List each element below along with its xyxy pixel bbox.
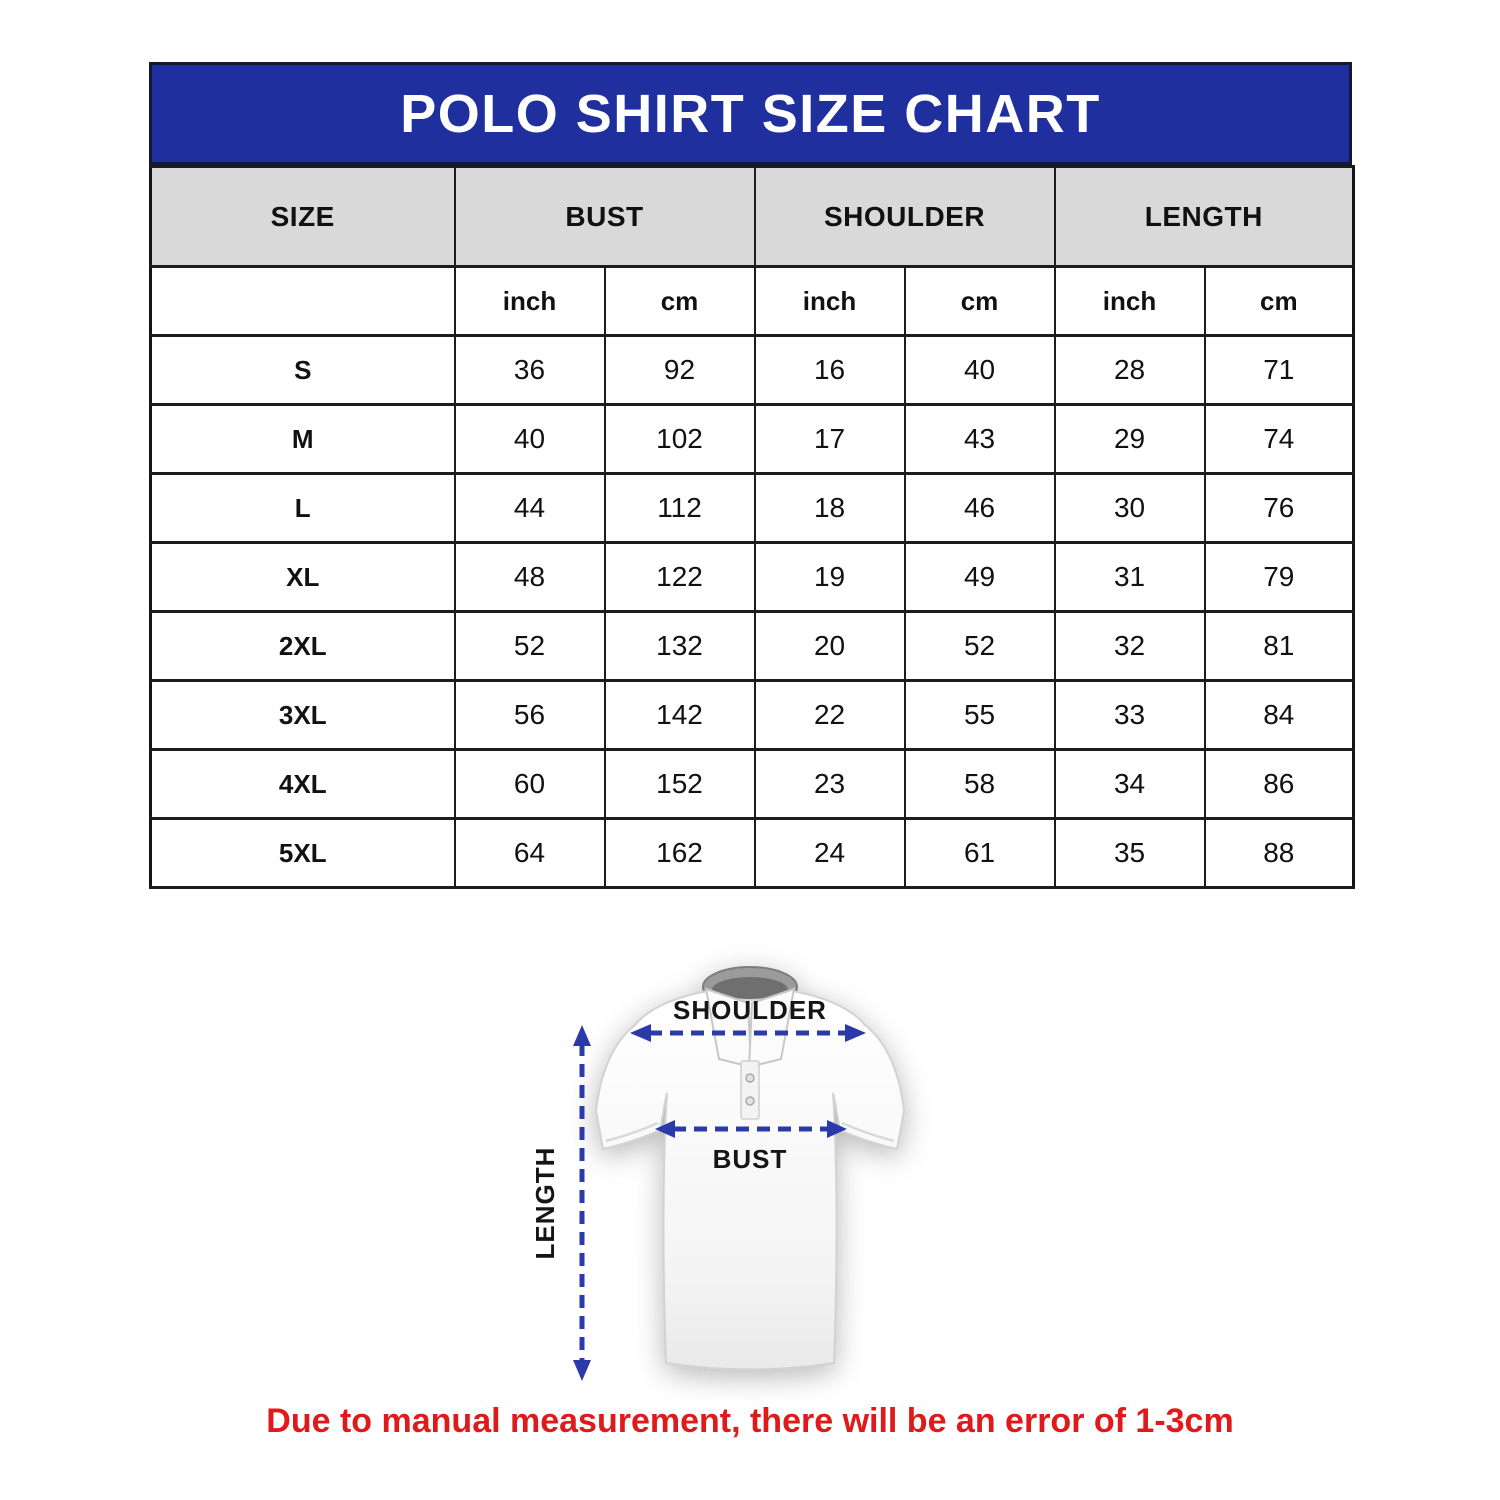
table-row xyxy=(151,681,1354,750)
value-cell: 40 xyxy=(905,336,1055,405)
measurement-diagram xyxy=(470,935,1030,1400)
value-cell: 32 xyxy=(1055,612,1205,681)
unit-cell: cm xyxy=(1205,267,1354,336)
value-cell: 52 xyxy=(905,612,1055,681)
value-cell: 28 xyxy=(1055,336,1205,405)
value-cell: 29 xyxy=(1055,405,1205,474)
unit-cell: cm xyxy=(605,267,755,336)
measurement-disclaimer: Due to manual measurement, there will be an error of 1-3cm xyxy=(266,1402,1234,1440)
page-title: POLO SHIRT SIZE CHART xyxy=(400,83,1101,144)
value-cell: 30 xyxy=(1055,474,1205,543)
unit-cell: inch xyxy=(455,267,605,336)
size-label: S xyxy=(151,336,455,405)
value-cell: 76 xyxy=(1205,474,1354,543)
size-label: 2XL xyxy=(151,612,455,681)
value-cell: 79 xyxy=(1205,543,1354,612)
value-cell: 112 xyxy=(605,474,755,543)
value-cell: 19 xyxy=(755,543,905,612)
value-cell: 18 xyxy=(755,474,905,543)
value-cell: 49 xyxy=(905,543,1055,612)
size-label: XL xyxy=(151,543,455,612)
length-measure-arrow xyxy=(573,1025,591,1381)
value-cell: 152 xyxy=(605,750,755,819)
value-cell: 33 xyxy=(1055,681,1205,750)
value-cell: 34 xyxy=(1055,750,1205,819)
value-cell: 40 xyxy=(455,405,605,474)
column-header-length: LENGTH xyxy=(1055,167,1354,267)
value-cell: 48 xyxy=(455,543,605,612)
value-cell: 23 xyxy=(755,750,905,819)
title-banner xyxy=(149,62,1352,165)
value-cell: 31 xyxy=(1055,543,1205,612)
size-label: 3XL xyxy=(151,681,455,750)
shoulder-label: SHOULDER xyxy=(673,995,827,1025)
column-header-shoulder: SHOULDER xyxy=(755,167,1055,267)
value-cell: 88 xyxy=(1205,819,1354,888)
value-cell: 44 xyxy=(455,474,605,543)
table-row xyxy=(151,543,1354,612)
size-chart-table xyxy=(149,165,1355,889)
column-header-size: SIZE xyxy=(151,167,455,267)
value-cell: 132 xyxy=(605,612,755,681)
size-label: 4XL xyxy=(151,750,455,819)
table-row xyxy=(151,612,1354,681)
value-cell: 74 xyxy=(1205,405,1354,474)
size-label: M xyxy=(151,405,455,474)
table-row xyxy=(151,336,1354,405)
length-label: LENGTH xyxy=(530,1146,560,1260)
value-cell: 162 xyxy=(605,819,755,888)
unit-cell: inch xyxy=(1055,267,1205,336)
value-cell: 81 xyxy=(1205,612,1354,681)
value-cell: 56 xyxy=(455,681,605,750)
value-cell: 84 xyxy=(1205,681,1354,750)
value-cell: 35 xyxy=(1055,819,1205,888)
bust-label: BUST xyxy=(712,1144,788,1174)
value-cell: 61 xyxy=(905,819,1055,888)
value-cell: 60 xyxy=(455,750,605,819)
value-cell: 24 xyxy=(755,819,905,888)
size-label: 5XL xyxy=(151,819,455,888)
table-row xyxy=(151,405,1354,474)
unit-header-row xyxy=(151,267,1354,336)
column-header-bust: BUST xyxy=(455,167,755,267)
value-cell: 122 xyxy=(605,543,755,612)
value-cell: 55 xyxy=(905,681,1055,750)
table-header-row xyxy=(151,167,1354,267)
value-cell: 46 xyxy=(905,474,1055,543)
unit-cell: cm xyxy=(905,267,1055,336)
value-cell: 43 xyxy=(905,405,1055,474)
size-label: L xyxy=(151,474,455,543)
value-cell: 102 xyxy=(605,405,755,474)
value-cell: 86 xyxy=(1205,750,1354,819)
table-row xyxy=(151,474,1354,543)
unit-cell: inch xyxy=(755,267,905,336)
value-cell: 142 xyxy=(605,681,755,750)
empty-cell xyxy=(151,267,455,336)
value-cell: 22 xyxy=(755,681,905,750)
table-row xyxy=(151,819,1354,888)
value-cell: 17 xyxy=(755,405,905,474)
value-cell: 36 xyxy=(455,336,605,405)
value-cell: 64 xyxy=(455,819,605,888)
value-cell: 16 xyxy=(755,336,905,405)
value-cell: 20 xyxy=(755,612,905,681)
value-cell: 58 xyxy=(905,750,1055,819)
value-cell: 92 xyxy=(605,336,755,405)
value-cell: 52 xyxy=(455,612,605,681)
table-row xyxy=(151,750,1354,819)
value-cell: 71 xyxy=(1205,336,1354,405)
